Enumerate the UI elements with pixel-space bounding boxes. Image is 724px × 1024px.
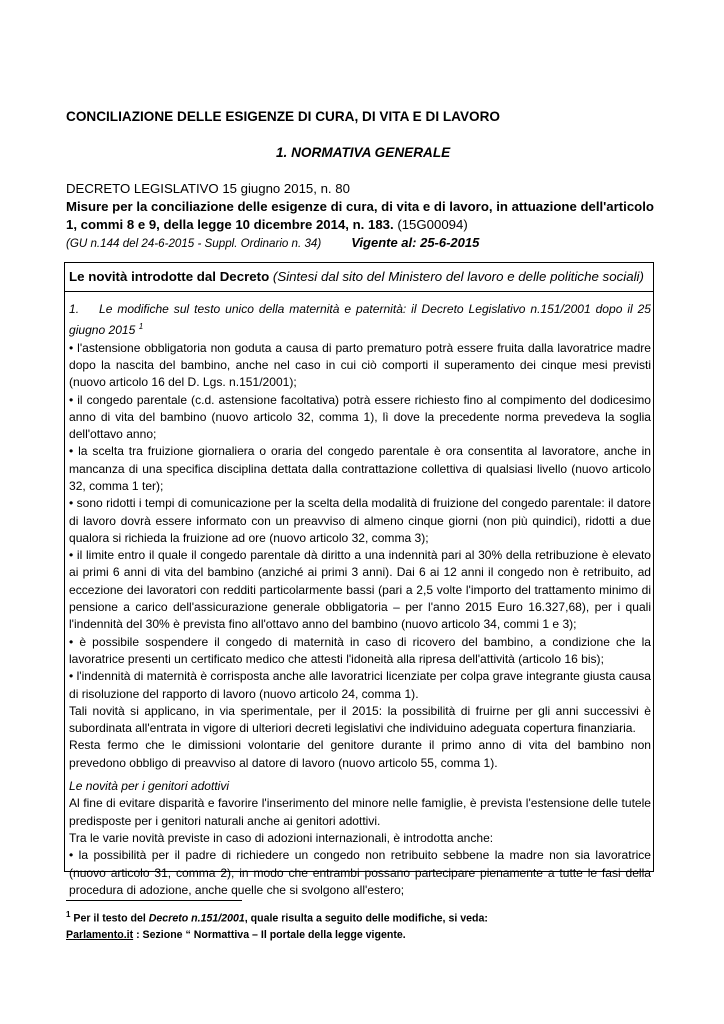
decree-code: (15G00094)	[393, 217, 468, 232]
gazette-line	[66, 234, 658, 253]
summary-heading-bold: Le novità introdotte dal Decreto	[69, 269, 270, 284]
footnote-ref[interactable]: 1	[138, 322, 144, 332]
section-1-number: 1.	[69, 302, 80, 316]
bullet-item: • la scelta tra fruizione giornaliera o oraria del congedo parentale è ora consentita al lavoratore, anche in mancanza di una specifica disciplina dettata dalla contrattazione collettiva di qualsiasi livello (nuovo articolo 32, comma 1 ter);	[69, 444, 651, 493]
section-subtitle: 1. NORMATIVA GENERALE	[276, 145, 451, 160]
footnote-number: 1	[66, 910, 71, 919]
resignation-paragraph: Resta fermo che le dimissioni volontarie del genitore durante il primo anno di vita del bambino non prevedono obbligo di preavviso al datore di lavoro (nuovo articolo 55, comma 1).	[69, 738, 651, 770]
summary-box-body	[69, 301, 651, 899]
bullet-item: • il congedo parentale (c.d. astensione facoltativa) potrà essere richiesto fino al compimento del dodicesimo anno di vita del bambino (nuovo articolo 32, comma 1), lì dove la precedente norma prevedeva la soglia dell'ottavo anno;	[69, 392, 651, 442]
bullet-item: • l'astensione obbligatoria non goduta a causa di parto prematuro potrà essere fruita dalla lavoratrice madre dopo la nascita del bambino, anche nel caso in cui ciò comporti il superamento dei cinque mesi previsti (nuovo articolo 16 del D. Lgs. n.151/2001);	[69, 340, 651, 390]
footnote-separator	[66, 900, 242, 901]
bullet-item: • sono ridotti i tempi di comunicazione per la scelta della modalità di fruizione del congedo parentale: il datore di lavoro dovrà essere informato con un preavviso di almeno cinque giorni (non più quindici), ridotti a due qualora si richieda la fruizione ad ore (nuovo articolo 32, comma 3);	[69, 496, 651, 545]
footnote	[66, 907, 488, 943]
bullet-item: • la possibilità per il padre di richiedere un congedo non retribuito sebbene la madre non sia lavoratrice (nuovo articolo 31, comma 2), in modo che entrambi possano partecipare pienamente a tutte le fasi della procedura di adozione, anche quelle che si svolgono all'estero;	[69, 848, 651, 897]
gazette-reference: (GU n.144 del 24-6-2015 - Suppl. Ordinario n. 34)	[66, 237, 322, 250]
footnote-decree-name: Decreto n.151/2001	[148, 912, 245, 925]
box-divider	[65, 291, 653, 292]
summary-box	[64, 262, 654, 897]
bullet-item: • il limite entro il quale il congedo parentale dà diritto a una indennità pari al 30% della retribuzione è elevato ai primi 6 anni di vita del bambino (anziché ai primi 3 anni). Dai 6 ai 12 anni il congedo non è retribuito, ad eccezione dei lavoratori con redditi particolarmente bassi (pari a 2,5 volte l'importo del trattamento minimo di pensione a carico dell'assicurazione generale obbligatoria – per l'anno 2015 Euro 16.327,68), per i quali l'indennità del 30% è prevista fino all'ottavo anno del bambino (nuovo articolo 34, commi 1 e 3);	[69, 548, 651, 632]
footnote-text: , quale risulta a seguito delle modifiche, si veda:	[244, 912, 488, 925]
bullet-item: • è possibile sospendere il congedo di maternità in caso di ricovero del bambino, a condizione che la lavoratrice presenti un certificato medico che attesti l'idoneità alla ripresa dell'attività (articolo 16 bis);	[69, 634, 651, 666]
section-1-text: Le modifiche sul testo unico della maternità e paternità: il Decreto Legislativo n.151/2001 dopo il 25 giugno 2015	[69, 302, 651, 338]
experimental-paragraph: Tali novità si applicano, in via sperimentale, per il 2015: la possibilità di fruirne per gli anni successivi è subordinata all'entrata in vigore di ulteriori decreti legislativi che individuino adeguata copertura finanziaria.	[69, 703, 651, 736]
international-adoption-paragraph: Tra le varie novità previste in caso di adozioni internazionali, è introdotta anche:	[69, 830, 494, 845]
summary-heading-source: (Sintesi dal sito del Ministero del lavoro e delle politiche sociali)	[269, 269, 644, 284]
decree-reference: DECRETO LEGISLATIVO 15 giugno 2015, n. 80	[66, 181, 350, 196]
parlamento-link[interactable]: Parlamento.it	[66, 928, 134, 941]
summary-box-heading	[69, 268, 644, 285]
section-1-heading	[69, 301, 651, 340]
footnote-line-2	[66, 927, 488, 943]
footnote-text: : Sezione “ Normattiva – Il portale della legge vigente.	[133, 928, 406, 941]
decree-bold-title: Misure per la conciliazione delle esigenze di cura, di vita e di lavoro, in attuazione dell'articolo 1, commi 8 e 9, della legge 10 dicembre 2014, n. 183.	[66, 199, 654, 232]
decree-block	[66, 180, 658, 253]
document-title: CONCILIAZIONE DELLE ESIGENZE DI CURA, DI VITA E DI LAVORO	[66, 109, 501, 124]
bullet-item: • l'indennità di maternità è corrisposta anche alle lavoratrici licenziate per colpa grave integrante giusta causa di risoluzione del rapporto di lavoro (nuovo articolo 24, comma 1).	[69, 669, 651, 701]
adoptive-parents-heading: Le novità per i genitori adottivi	[69, 779, 230, 794]
footnote-line-1	[66, 907, 488, 927]
decree-full-title	[66, 198, 658, 234]
vigente-date: Vigente al: 25-6-2015	[351, 235, 480, 250]
footnote-text: Per il testo del	[70, 912, 149, 925]
adoptive-paragraph: Al fine di evitare disparità e favorire l'inserimento del minore nelle famiglie, è prevista l'estensione delle tutele predisposte per i genitori naturali anche ai genitori adottivi.	[69, 796, 651, 828]
